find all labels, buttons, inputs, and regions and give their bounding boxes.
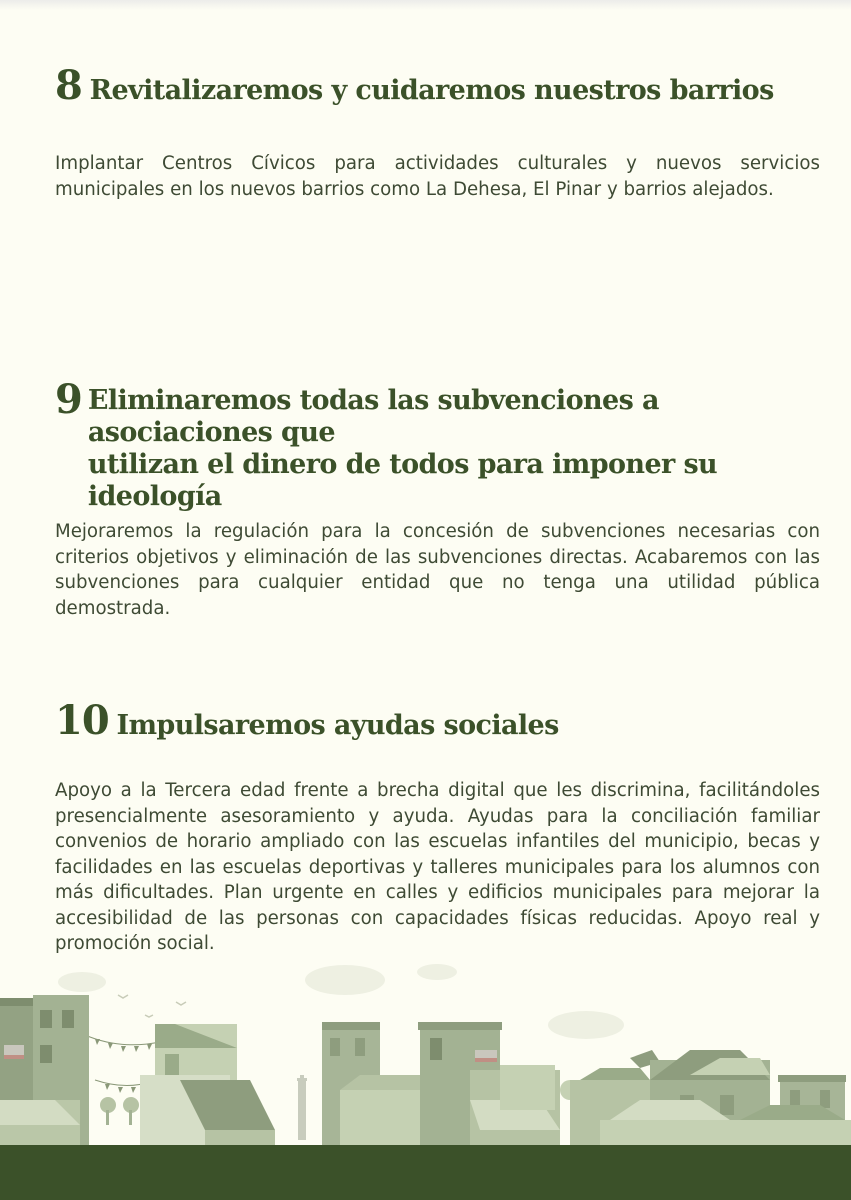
- section-9-title-line-2: utilizan el dinero de todos para imponer su ideología: [87, 449, 718, 512]
- left-buildings: [0, 995, 275, 1150]
- ground-band: [0, 1145, 851, 1200]
- section-8: [55, 62, 820, 202]
- section-8-heading: [55, 62, 820, 109]
- center-buildings: [297, 1022, 580, 1150]
- town-skyline-illustration: [0, 950, 851, 1150]
- page-top-shadow: [0, 0, 851, 10]
- section-9: [55, 376, 820, 621]
- section-9-heading: [55, 376, 820, 513]
- section-9-number: 9: [55, 376, 82, 423]
- section-8-number: 8: [55, 62, 82, 109]
- section-10: [55, 697, 820, 957]
- birds-icon: [118, 995, 186, 1017]
- section-10-title: Impulsaremos ayudas sociales: [116, 710, 559, 741]
- section-10-number: 10: [55, 697, 109, 744]
- section-10-heading: [55, 697, 820, 744]
- section-8-body: Implantar Centros Cívicos para actividades culturales y nuevos servicios municipales en los nuevos barrios como La Dehesa, El Pinar y barrios alejados.: [55, 153, 820, 200]
- section-9-title: [88, 382, 820, 513]
- section-8-title: Revitalizaremos y cuidaremos nuestros barrios: [89, 75, 774, 106]
- section-10-body: Apoyo a la Tercera edad frente a brecha digital que les discrimina, facilitándoles presencialmente asesoramiento y ayuda. Ayudas para la conciliación familiar convenios de horario ampliado con las escuelas infantiles del municipio, becas y facilidades en las escuelas deportivas y talleres municipales para los alumnos con más dificultades. Plan urgente en calles y edificios municipales para mejorar la accesibilidad de las personas con capacidades físicas reducidas. Apoyo real y promoción social.: [55, 780, 820, 954]
- right-buildings: [570, 1050, 851, 1150]
- section-9-title-line-1: Eliminaremos todas las subvenciones a asociaciones que: [87, 385, 659, 448]
- section-9-body: Mejoraremos la regulación para la concesión de subvenciones necesarias con criterios objetivos y eliminación de las subvenciones directas. Acabaremos con las subvenciones para cualquier entidad que no tenga una utilidad pública demostrada.: [55, 521, 820, 619]
